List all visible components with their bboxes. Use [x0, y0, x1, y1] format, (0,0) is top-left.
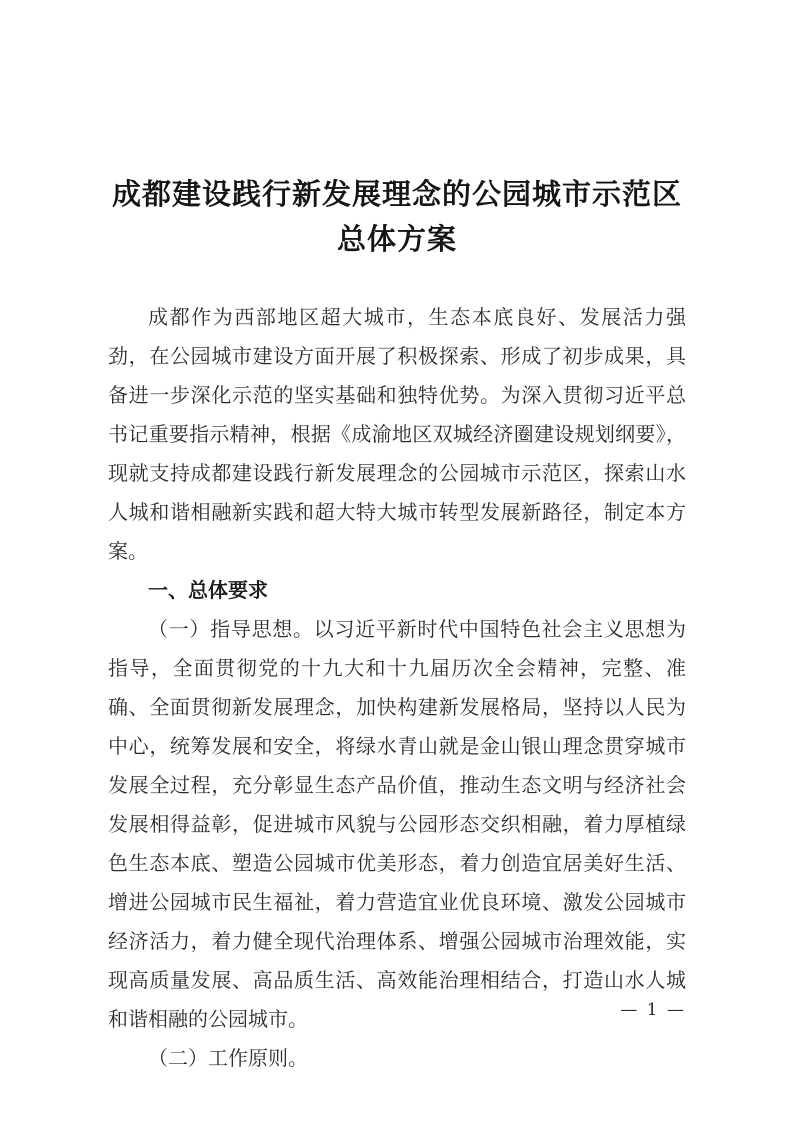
- section-heading-overall-requirements: 一、总体要求: [148, 578, 268, 602]
- work-principles-paragraph: （二）工作原则。: [148, 1046, 308, 1070]
- document-body: [108, 298, 686, 1078]
- guiding-thought-paragraph: （一）指导思想。以习近平新时代中国特色社会主义思想为指导，全面贯彻党的十九大和十九届历次全会精神，完整、准确、全面贯彻新发展理念，加快构建新发展格局，坚持以人民为中心，统筹发展和安全，将绿水青山就是金山银山理念贯穿城市发展全过程，充分彰显生态产品价值，推动生态文明与经济社会发展相得益彰，促进城市风貌与公园形态交织相融，着力厚植绿色生态本底、塑造公园城市优美形态，着力创造宜居美好生活、增进公园城市民生福祉，着力营造宜业优良环境、激发公园城市经济活力，着力健全现代治理体系、增强公园城市治理效能，实现高质量发展、高品质生活、高效能治理相结合，打造山水人城和谐相融的公园城市。: [108, 617, 686, 1031]
- intro-paragraph: 成都作为西部地区超大城市，生态本底良好、发展活力强劲，在公园城市建设方面开展了积极探索、形成了初步成果，具备进一步深化示范的坚实基础和独特优势。为深入贯彻习近平总书记重要指示精神，根据《成渝地区双城经济圈建设规划纲要》，现就支持成都建设践行新发展理念的公园城市示范区，探索山水人城和谐相融新实践和超大特大城市转型发展新路径，制定本方案。: [108, 305, 686, 563]
- document-title-line-1: 成都建设践行新发展理念的公园城市示范区: [111, 177, 682, 211]
- document-title: [57, 172, 737, 262]
- page-number: — 1 —: [620, 1000, 686, 1020]
- document-title-line-2: 总体方案: [336, 222, 457, 256]
